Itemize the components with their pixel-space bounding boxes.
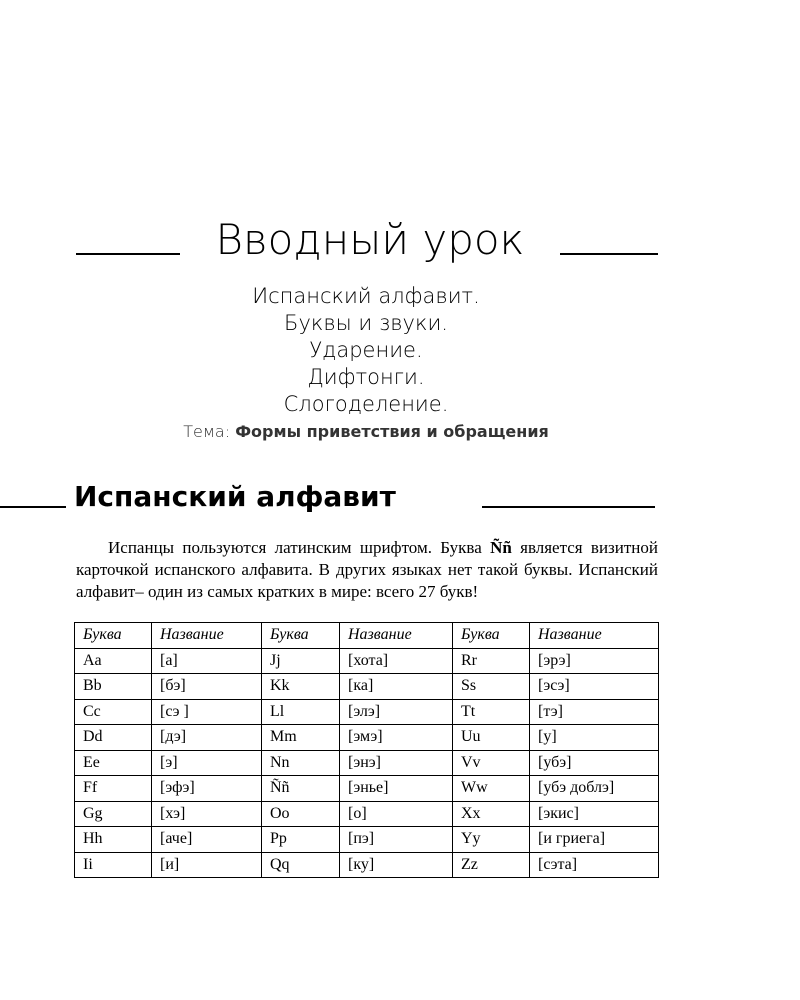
letter-name-cell: [сэ ] (152, 699, 262, 725)
section-rule-left (0, 506, 66, 508)
letter-cell: Ññ (262, 776, 340, 802)
letter-name-cell: [эрэ] (530, 648, 659, 674)
table-row (75, 674, 659, 700)
letter-name-cell: [убэ доблэ] (530, 776, 659, 802)
section-rule-right (482, 506, 655, 508)
table-row (75, 725, 659, 751)
theme-line (0, 421, 732, 443)
table-row (75, 827, 659, 853)
letter-cell: Ww (453, 776, 530, 802)
letter-cell: Uu (453, 725, 530, 751)
topic-list (0, 283, 732, 418)
topic-item: Буквы и звуки. (284, 311, 448, 335)
letter-name-cell: [о] (340, 801, 453, 827)
alphabet-table (74, 622, 659, 878)
letter-cell: Vv (453, 750, 530, 776)
letter-name-cell: [и гриега] (530, 827, 659, 853)
chapter-rule-left (76, 253, 180, 255)
letter-name-cell: [a] (152, 648, 262, 674)
intro-paragraph (76, 537, 658, 603)
letter-cell: Yy (453, 827, 530, 853)
letter-cell: Xx (453, 801, 530, 827)
column-header: Название (340, 623, 453, 649)
letter-name-cell: [энье] (340, 776, 453, 802)
letter-name-cell: [э] (152, 750, 262, 776)
chapter-title: Вводный урок (215, 215, 525, 264)
letter-name-cell: [ку] (340, 852, 453, 878)
letter-name-cell: [бэ] (152, 674, 262, 700)
letter-cell: Dd (75, 725, 152, 751)
chapter-rule-right (560, 253, 658, 255)
letter-name-cell: [эсэ] (530, 674, 659, 700)
letter-cell: Zz (453, 852, 530, 878)
letter-name-cell: [экис] (530, 801, 659, 827)
letter-cell: Ff (75, 776, 152, 802)
intro-letter-highlight: Ññ (490, 538, 512, 557)
letter-cell: Gg (75, 801, 152, 827)
letter-cell: Kk (262, 674, 340, 700)
table-row (75, 852, 659, 878)
table-header-row (75, 623, 659, 649)
letter-name-cell: [элэ] (340, 699, 453, 725)
topic-item: Слогоделение. (283, 392, 449, 416)
table-row (75, 776, 659, 802)
letter-cell: Jj (262, 648, 340, 674)
letter-cell: Tt (453, 699, 530, 725)
chapter-header (0, 212, 800, 272)
section-heading: Испанский алфавит (74, 480, 396, 513)
letter-name-cell: [хэ] (152, 801, 262, 827)
column-header: Буква (262, 623, 340, 649)
intro-text-start: Испанцы пользуются латинским шрифтом. Буква (108, 538, 491, 557)
letter-cell: Ii (75, 852, 152, 878)
letter-cell: Nn (262, 750, 340, 776)
letter-name-cell: [тэ] (530, 699, 659, 725)
letter-name-cell: [хота] (340, 648, 453, 674)
column-header: Название (530, 623, 659, 649)
letter-name-cell: [дэ] (152, 725, 262, 751)
theme-label: Тема: (183, 422, 231, 441)
table-row (75, 699, 659, 725)
letter-cell: Aa (75, 648, 152, 674)
letter-name-cell: [убэ] (530, 750, 659, 776)
letter-name-cell: [энэ] (340, 750, 453, 776)
letter-cell: Hh (75, 827, 152, 853)
letter-cell: Ll (262, 699, 340, 725)
letter-name-cell: [ка] (340, 674, 453, 700)
topic-item: Ударение. (309, 338, 423, 362)
table-row (75, 750, 659, 776)
letter-cell: Ee (75, 750, 152, 776)
intro-text-end: является визитной карточкой испанского алфавита. В других языках нет такой буквы. Испанский алфавит– один из самых кратких в мире: всего 27 букв! (76, 538, 658, 601)
letter-cell: Cc (75, 699, 152, 725)
letter-name-cell: [аче] (152, 827, 262, 853)
section-header (0, 478, 800, 520)
letter-cell: Qq (262, 852, 340, 878)
table-row (75, 648, 659, 674)
letter-name-cell: [эмэ] (340, 725, 453, 751)
letter-cell: Oo (262, 801, 340, 827)
letter-name-cell: [эфэ] (152, 776, 262, 802)
letter-name-cell: [пэ] (340, 827, 453, 853)
letter-cell: Mm (262, 725, 340, 751)
column-header: Буква (75, 623, 152, 649)
letter-name-cell: [сэта] (530, 852, 659, 878)
letter-cell: Rr (453, 648, 530, 674)
topic-item: Испанский алфавит. (252, 284, 480, 308)
table-row (75, 801, 659, 827)
column-header: Название (152, 623, 262, 649)
letter-cell: Ss (453, 674, 530, 700)
topic-item: Дифтонги. (307, 365, 425, 389)
theme-value: Формы приветствия и обращения (235, 422, 549, 441)
letter-name-cell: [у] (530, 725, 659, 751)
column-header: Буква (453, 623, 530, 649)
letter-cell: Bb (75, 674, 152, 700)
letter-cell: Pp (262, 827, 340, 853)
letter-name-cell: [и] (152, 852, 262, 878)
